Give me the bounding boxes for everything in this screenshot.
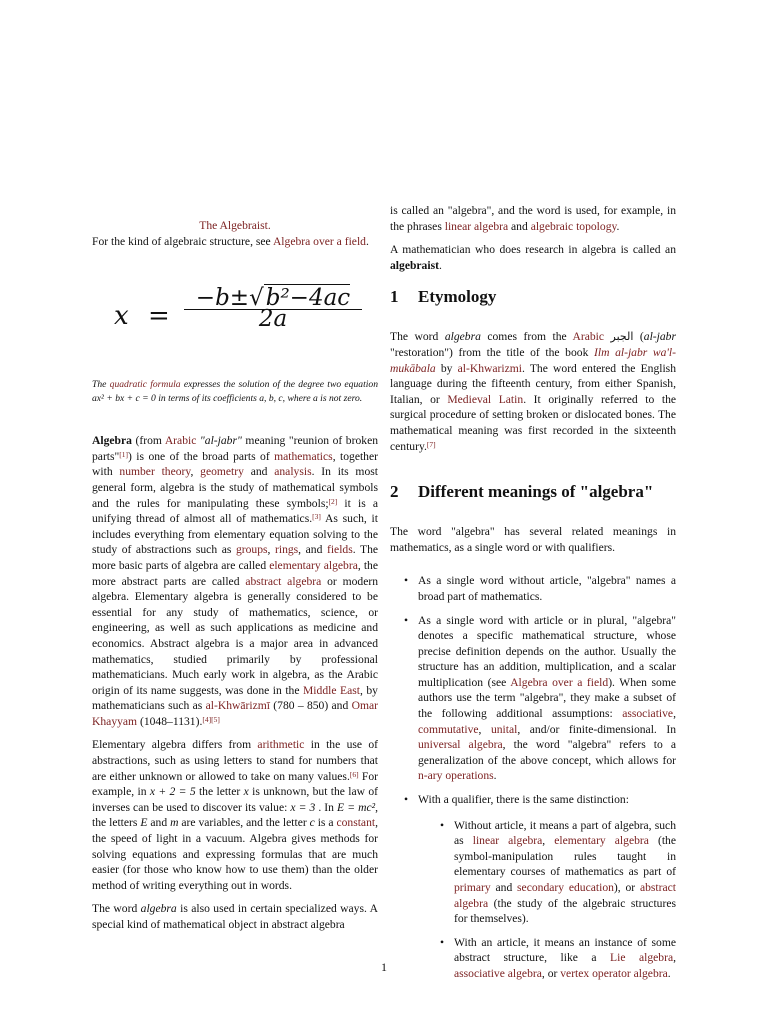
link-primary[interactable]: primary: [454, 881, 491, 894]
link-associative-algebra[interactable]: associative algebra: [454, 966, 542, 980]
link-analysis[interactable]: analysis: [274, 465, 312, 479]
link-universal-algebra[interactable]: universal algebra: [418, 738, 503, 752]
link-middle-east[interactable]: Middle East: [303, 683, 360, 697]
link-lie-algebra[interactable]: Lie algebra: [610, 951, 674, 965]
list-item: • As a single word with article or in plural, "algebra" denotes a specific mathematical structure, whose precise definition depends on the author. Usually the structure has an addition, multiplication, and a scalar multiplication (see Algebra over a field). When some authors use the term "algebra", they make a subset of the following additional assumptions: associative, commutative, unital, and/or finite-dimensional. In universal algebra, the word "algebra" refers to a generalization of the above concept, which allows for n-ary operations.: [418, 613, 676, 785]
paragraph-word-algebra: The word algebra is also used in certain specialized ways. A special kind of mathematical object in abstract algebra: [92, 902, 378, 931]
citation[interactable]: [1]: [119, 449, 129, 459]
list-item: • With an article, it means an instance of some abstract structure, like a Lie algebra, associative algebra, or vertex operator algebra.: [454, 935, 676, 982]
paragraph-meanings: The word "algebra" has several related meanings in mathematics, as a single word or with qualifiers.: [390, 525, 676, 554]
paragraph-elementary: Elementary algebra differs from arithmetic in the use of abstractions, such as using letters to stand for numbers that are either unknown or allowed to take on many values.[6] For example, in x + 2 = 5 the letter x is unknown, but the law of inverses can be used to discover its value: x = 3 . In E = mc², the letters E and m are variables, and the letter c is a constant, the speed of light in a vacuum. Algebra gives methods for solving equations and expressing formulas that are much easier (for those who know how to use them) than the older method of writing everything out in words.: [92, 738, 378, 892]
link-book-title[interactable]: Ilm al-jabr wa'l-mukābala: [390, 345, 676, 375]
paragraph-etymology: The word algebra comes from the Arabic الجبر (al-jabr "restoration") from the title of the book Ilm al-jabr wa'l-mukābala by al-Khwarizmi. The word entered the English language during the fifteenth century, from either Spanish, Italian, or Medieval Latin. It originally referred to the surgical procedure of setting broken or dislocated bones. The mathematical meaning was first recorded in the sixteenth century.[7]: [390, 330, 677, 453]
link-mathematics[interactable]: mathematics: [274, 449, 333, 463]
list-item: • Without article, it means a part of algebra, such as linear algebra, elementary algebra (the symbol-manipulation rules taught in elementary courses of mathematics as part of primary and secondary education), or abstract algebra (the study of the algebraic structures for themselves).: [454, 818, 676, 927]
link-n-ary-operations[interactable]: n-ary operations: [418, 769, 494, 783]
link-fields[interactable]: fields: [326, 543, 353, 557]
citation[interactable]: [3]: [312, 512, 321, 522]
paragraph-continued: is called an "algebra", and the word is used, for example, in the phrases linear algebra and algebraic topology.: [390, 204, 676, 233]
link-associative[interactable]: associative: [622, 707, 674, 721]
citation[interactable]: [4][5]: [202, 714, 220, 724]
page-number: 1: [381, 960, 387, 974]
link-abstract-algebra[interactable]: abstract algebra: [245, 574, 322, 588]
citation[interactable]: [6]: [349, 769, 359, 779]
formula-caption: The quadratic formula expresses the solution of the degree two equation ax² + bx + c = 0 in terms of its coefficients a, b, c, where a is not zero.: [92, 379, 378, 404]
qualifier-list: [418, 818, 676, 982]
list-item: • With a qualifier, there is the same distinction: • Without article, it means a part of algebra, such as linear algebra, elementary algebra (the symbol-manipulation rules taught in elementary courses of mathematics as part of primary and secondary education), or abstract algebra (the study of the algebraic structures for themselves). • With an article, it means an instance of some abstract structure, like a Lie algebra, associative algebra, or vertex operator algebra.: [418, 792, 676, 982]
link-groups[interactable]: groups: [235, 543, 268, 557]
list-item: • As a single word without article, "algebra" names a broad part of mathematics.: [418, 573, 676, 604]
section-heading-meanings: 2 Different meanings of "algebra": [390, 482, 654, 502]
link-elementary-algebra[interactable]: elementary algebra: [269, 558, 358, 572]
quadratic-formula: x = −b±√b²−4ac 2a: [92, 293, 378, 353]
link-arabic[interactable]: Arabic: [164, 434, 197, 448]
link-elementary-algebra[interactable]: elementary algebra: [554, 834, 649, 848]
link-abstract-algebra[interactable]: abstract algebra: [454, 881, 676, 910]
link-algebraic-topology[interactable]: algebraic topology: [530, 219, 617, 233]
link-al-khwarizmi[interactable]: al-Khwārizmī: [205, 699, 270, 713]
link-secondary-education[interactable]: secondary education: [517, 881, 614, 894]
right-column: [390, 203, 676, 990]
link-constant[interactable]: constant: [336, 816, 376, 830]
citation[interactable]: [7]: [426, 439, 436, 449]
paragraph-intro: Algebra (from Arabic "al-jabr" meaning "reunion of broken parts"[1]) is one of the broad parts of mathematics, together with number theory, geometry and analysis. In its most general form, algebra is the study of mathematical symbols and the rules for manipulating these symbols;[2] it is a unifying thread of almost all of mathematics.[3] As such, it includes everything from elementary equation solving to the study of abstractions such as groups, rings, and fields. The more basic parts of algebra are called elementary algebra, the more abstract parts are called abstract algebra or modern algebra. Elementary algebra is generally considered to be essential for any study of mathematics, science, or engineering, as well as such applications as medicine and economics. Abstract algebra is a major area in advanced mathematics, studied primarily by professional mathematicians. Much early work in algebra, as the Arabic origin of its name suggests, was done in the Middle East, by mathematicians such as al-Khwārizmī (780 – 850) and Omar Khayyam (1048–1131).[4][5]: [92, 434, 379, 728]
link-linear-algebra[interactable]: linear algebra: [472, 834, 543, 848]
link-arithmetic[interactable]: arithmetic: [257, 738, 305, 752]
link-arabic[interactable]: Arabic: [572, 330, 605, 344]
hatnote-link[interactable]: Algebra over a field: [272, 234, 366, 248]
link-commutative[interactable]: commutative: [418, 722, 479, 736]
link-linear-algebra[interactable]: linear algebra: [444, 219, 509, 233]
left-column: [92, 218, 378, 941]
citation[interactable]: [2]: [328, 496, 338, 506]
link-medieval-latin[interactable]: Medieval Latin: [447, 392, 524, 406]
link-algebra-over-field[interactable]: Algebra over a field: [510, 675, 609, 689]
link-omar-khayyam[interactable]: Omar Khayyam: [92, 699, 378, 728]
link-number-theory[interactable]: number theory: [119, 465, 191, 479]
hatnote: For the kind of algebraic structure, see Algebra over a field.: [92, 234, 369, 248]
figure-title[interactable]: The Algebraist.: [199, 219, 271, 232]
link-vertex-operator-algebra[interactable]: vertex operator algebra: [560, 966, 668, 980]
link-unital[interactable]: unital: [490, 722, 518, 736]
link-al-khwarizmi[interactable]: al-Khwarizmi: [457, 361, 523, 375]
link-geometry[interactable]: geometry: [200, 465, 244, 479]
paragraph-algebraist: A mathematician who does research in algebra is called an algebraist.: [390, 243, 676, 272]
link-rings[interactable]: rings: [274, 543, 299, 557]
meanings-list: [390, 573, 676, 981]
section-heading-etymology: 1 Etymology: [390, 287, 497, 307]
caption-link[interactable]: quadratic formula: [109, 379, 181, 391]
